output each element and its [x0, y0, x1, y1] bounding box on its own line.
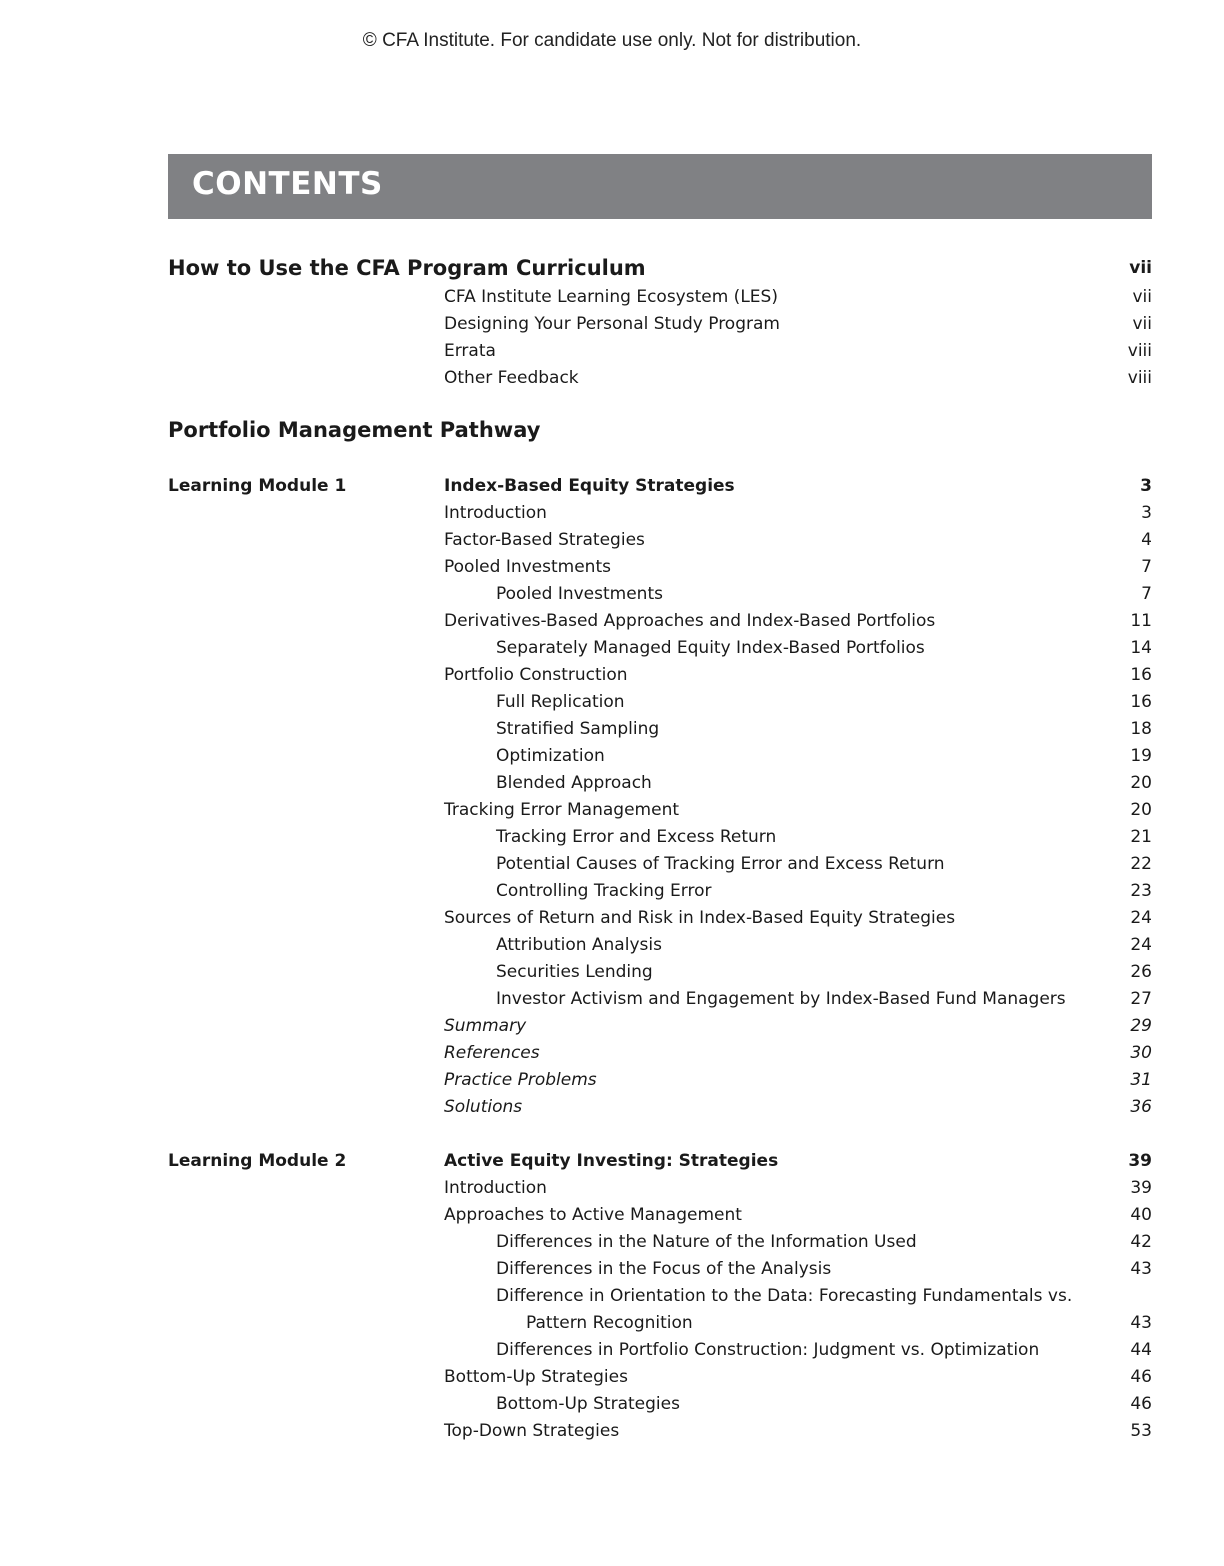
toc-entry-references[interactable] — [168, 1040, 1152, 1067]
page-number: 24 — [1130, 908, 1152, 928]
page-number: 7 — [1141, 584, 1152, 604]
toc-subentry[interactable] — [168, 824, 1152, 851]
entry-title: Potential Causes of Tracking Error and Excess Return — [496, 854, 945, 874]
page-number: 4 — [1141, 530, 1152, 550]
page-number: 23 — [1130, 881, 1152, 901]
toc-entry-solutions[interactable] — [168, 1094, 1152, 1121]
entry-title: Investor Activism and Engagement by Index-Based Fund Managers — [496, 989, 1066, 1009]
entry-title: Full Replication — [496, 692, 625, 712]
entry-title: Factor-Based Strategies — [444, 530, 645, 550]
page-number: vii — [1129, 258, 1152, 278]
toc-entry-summary[interactable] — [168, 1013, 1152, 1040]
toc-entry[interactable] — [168, 1202, 1152, 1229]
toc-subentry[interactable] — [168, 1229, 1152, 1256]
page-number: 24 — [1130, 935, 1152, 955]
entry-title: Differences in the Focus of the Analysis — [496, 1259, 832, 1279]
toc-entry[interactable] — [168, 1418, 1152, 1445]
page-number: 14 — [1130, 638, 1152, 658]
toc-subentry[interactable] — [168, 851, 1152, 878]
page-number: 7 — [1141, 557, 1152, 577]
page-number: 22 — [1130, 854, 1152, 874]
page-number: 3 — [1140, 476, 1152, 496]
toc-entry-practice-problems[interactable] — [168, 1067, 1152, 1094]
module-label: Learning Module 1 — [168, 476, 347, 496]
entry-title: Tracking Error and Excess Return — [496, 827, 777, 847]
entry-title: Pooled Investments — [444, 557, 611, 577]
page-number: vii — [1132, 314, 1152, 334]
page-number: 36 — [1130, 1097, 1152, 1117]
entry-title: Optimization — [496, 746, 605, 766]
page-number: 40 — [1130, 1205, 1152, 1225]
entry-title: Attribution Analysis — [496, 935, 662, 955]
toc-entry[interactable] — [168, 905, 1152, 932]
page-number: 43 — [1130, 1259, 1152, 1279]
page-number: vii — [1132, 287, 1152, 307]
toc-subentry[interactable] — [168, 1256, 1152, 1283]
page-number: 19 — [1130, 746, 1152, 766]
entry-title: Separately Managed Equity Index-Based Portfolios — [496, 638, 925, 658]
page-number: 20 — [1130, 800, 1152, 820]
entry-title: Difference in Orientation to the Data: Forecasting Fundamentals vs. — [496, 1286, 1073, 1306]
entry-title: Errata — [444, 341, 496, 361]
toc-subentry[interactable] — [168, 1337, 1152, 1364]
entry-title: CFA Institute Learning Ecosystem (LES) — [444, 287, 778, 307]
entry-title: Introduction — [444, 1178, 547, 1198]
page-number: viii — [1127, 368, 1152, 388]
page-number: 53 — [1130, 1421, 1152, 1441]
pathway-title: Portfolio Management Pathway — [168, 418, 541, 442]
module-label: Learning Module 2 — [168, 1151, 347, 1171]
page-number: 44 — [1130, 1340, 1152, 1360]
toc-entry[interactable] — [168, 1364, 1152, 1391]
toc-subentry[interactable] — [168, 689, 1152, 716]
toc-entry[interactable] — [168, 554, 1152, 581]
toc-entry[interactable] — [168, 500, 1152, 527]
toc-entry[interactable] — [168, 608, 1152, 635]
toc-subentry[interactable] — [168, 959, 1152, 986]
entry-title: Sources of Return and Risk in Index-Based Equity Strategies — [444, 908, 956, 928]
entry-title: Pattern Recognition — [526, 1313, 693, 1333]
entry-title: Solutions — [444, 1097, 523, 1117]
page-number: 3 — [1141, 503, 1152, 523]
toc-subentry[interactable] — [168, 878, 1152, 905]
module-title: Active Equity Investing: Strategies — [444, 1151, 779, 1171]
entry-title: Top-Down Strategies — [444, 1421, 620, 1441]
entry-title: Bottom-Up Strategies — [444, 1367, 628, 1387]
toc-subentry[interactable] — [168, 581, 1152, 608]
entry-title: Controlling Tracking Error — [496, 881, 712, 901]
entry-title: Summary — [444, 1016, 527, 1036]
toc-subentry[interactable] — [168, 743, 1152, 770]
page-number: 43 — [1130, 1313, 1152, 1333]
page-number: 21 — [1130, 827, 1152, 847]
page-number: 16 — [1130, 692, 1152, 712]
toc-subentry[interactable] — [168, 770, 1152, 797]
entry-title: Derivatives-Based Approaches and Index-Based Portfolios — [444, 611, 936, 631]
toc-entry[interactable] — [168, 311, 1152, 338]
section-title: How to Use the CFA Program Curriculum — [168, 256, 646, 280]
toc-subentry[interactable] — [168, 986, 1152, 1013]
page-number: 27 — [1130, 989, 1152, 1009]
entry-title: References — [444, 1043, 540, 1063]
page-number: viii — [1127, 341, 1152, 361]
page-number: 39 — [1130, 1178, 1152, 1198]
toc-module-1[interactable] — [168, 473, 1152, 500]
entry-title: Blended Approach — [496, 773, 652, 793]
entry-title: Designing Your Personal Study Program — [444, 314, 780, 334]
toc-entry[interactable] — [168, 365, 1152, 392]
toc-subentry[interactable] — [168, 635, 1152, 662]
page-number: 30 — [1130, 1043, 1152, 1063]
entry-title: Securities Lending — [496, 962, 653, 982]
entry-title: Stratified Sampling — [496, 719, 660, 739]
toc-entry[interactable] — [168, 284, 1152, 311]
toc-section-pathway — [168, 414, 1152, 446]
toc-subentry[interactable] — [168, 1391, 1152, 1418]
page-number: 29 — [1130, 1016, 1152, 1036]
entry-title: Practice Problems — [444, 1070, 597, 1090]
page-number: 11 — [1130, 611, 1152, 631]
entry-title: Portfolio Construction — [444, 665, 628, 685]
entry-title: Bottom-Up Strategies — [496, 1394, 680, 1414]
toc-entry[interactable] — [168, 1175, 1152, 1202]
contents-banner — [168, 154, 1152, 219]
table-of-contents — [168, 252, 1152, 1445]
page-number: 46 — [1130, 1367, 1152, 1387]
page-number: 18 — [1130, 719, 1152, 739]
page-number: 26 — [1130, 962, 1152, 982]
entry-title: Differences in Portfolio Construction: Judgment vs. Optimization — [496, 1340, 1040, 1360]
toc-entry[interactable] — [168, 338, 1152, 365]
page-title: CONTENTS — [192, 166, 383, 202]
entry-title: Approaches to Active Management — [444, 1205, 742, 1225]
toc-section-intro[interactable] — [168, 252, 1152, 284]
toc-subentry[interactable] — [168, 716, 1152, 743]
toc-entry[interactable] — [168, 527, 1152, 554]
entry-title: Differences in the Nature of the Information Used — [496, 1232, 917, 1252]
entry-title: Tracking Error Management — [444, 800, 680, 820]
toc-entry[interactable] — [168, 662, 1152, 689]
page-number: 46 — [1130, 1394, 1152, 1414]
toc-entry[interactable] — [168, 797, 1152, 824]
module-title: Index-Based Equity Strategies — [444, 476, 735, 496]
copyright-notice: © CFA Institute. For candidate use only. Not for distribution. — [362, 30, 862, 51]
toc-module-2[interactable] — [168, 1148, 1152, 1175]
entry-title: Pooled Investments — [496, 584, 663, 604]
page-number: 31 — [1130, 1070, 1152, 1090]
toc-subentry[interactable] — [168, 932, 1152, 959]
entry-title: Introduction — [444, 503, 547, 523]
page-number: 20 — [1130, 773, 1152, 793]
entry-title: Other Feedback — [444, 368, 579, 388]
page-number: 16 — [1130, 665, 1152, 685]
toc-subentry[interactable] — [168, 1283, 1152, 1310]
toc-subentry-continuation[interactable] — [168, 1310, 1152, 1337]
page-number: 39 — [1128, 1151, 1152, 1171]
page-number: 42 — [1130, 1232, 1152, 1252]
